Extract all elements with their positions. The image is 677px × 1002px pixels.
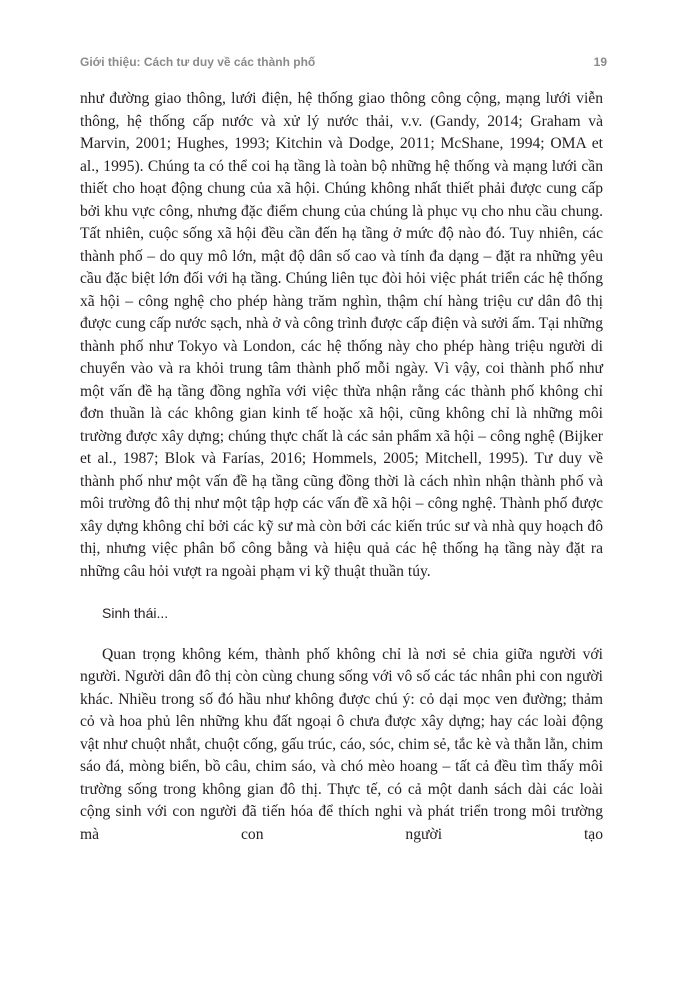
page-number: 19 [593,55,607,69]
body-paragraph-infrastructure: như đường giao thông, lưới điện, hệ thống giao thông công cộng, mạng lưới viễn thông, hệ thống cấp nước và xử lý nước thải, v.v. (Gandy, 2014; Graham và Marvin, 2001; Hughes, 1993; Kitchin và Dodge, 2011; McShane, 1994; OMA et al., 1995). Chúng ta có thể coi hạ tầng là toàn bộ những hệ thống và mạng lưới cần thiết cho hoạt động chung của xã hội. Chúng không nhất thiết phải được cung cấp bởi khu vực công, nhưng đặc điểm chung của chúng là phục vụ cho nhu cầu chung. Tất nhiên, cuộc sống xã hội đều cần đến hạ tầng ở mức độ nào đó. Tuy nhiên, các thành phố – do quy mô lớn, mật độ dân số cao và tính đa dạng – đặt ra những yêu cầu đặc biệt lớn đối với hạ tầng. Chúng liên tục đòi hỏi việc phát triển các hệ thống xã hội – công nghệ cho phép hàng trăm nghìn, thậm chí hàng triệu cư dân đô thị được cung cấp nước sạch, nhà ở và công trình được cấp điện và sưởi ấm. Tại những thành phố như Tokyo và London, các hệ thống này cho phép hàng triệu người di chuyển vào và ra khỏi trung tâm thành phố mỗi ngày. Vì vậy, coi thành phố như một vấn đề hạ tầng đồng nghĩa với việc thừa nhận rằng các thành phố không chỉ đơn thuần là các không gian kinh tế hoặc xã hội, cũng không chỉ là những môi trường được xây dựng; chúng thực chất là các sản phẩm xã hội – công nghệ (Bijker et al., 1987; Blok và Farías, 2016; Hommels, 2005; Mitchell, 1995). Tư duy về thành phố như một vấn đề hạ tầng cũng đồng thời là cách nhìn nhận thành phố và môi trường đô thị như một tập hợp các vấn đề xã hội – công nghệ. Thành phố được xây dựng không chỉ bởi các kỹ sư mà còn bởi các kiến trúc sư và nhà quy hoạch đô thị, nhưng việc phân bổ công bằng và hiệu quả các hệ thống hạ tầng này đặt ra những câu hỏi vượt ra ngoài phạm vi kỹ thuật thuần túy. [80,90,603,580]
page-body [80,88,603,846]
chapter-title: Giới thiệu: Cách tư duy về các thành phố [80,55,316,69]
running-header [80,55,607,69]
section-heading: Sinh thái... [102,605,169,621]
body-paragraph-ecology: Quan trọng không kém, thành phố không chỉ là nơi sẻ chia giữa người với người. Người dân đô thị còn cùng chung sống với vô số các tác nhân phi con người khác. Nhiều trong số đó hầu như không được chú ý: cỏ dại mọc ven đường; thảm cỏ và hoa phủ lên những khu đất ngoại ô chưa được xây dựng; hay các loài động vật như chuột nhắt, chuột cống, gấu trúc, cáo, sóc, chim sẻ, tắc kè và thằn lằn, chim sáo đá, mòng biển, bồ câu, chim sáo, và chó mèo hoang – tất cả đều tìm thấy môi trường sống trong không gian đô thị. Thực tế, có cả một danh sách dài các loài cộng sinh với con người đã tiến hóa để thích nghi và phát triển trong môi trường mà con người tạo [80,645,603,843]
